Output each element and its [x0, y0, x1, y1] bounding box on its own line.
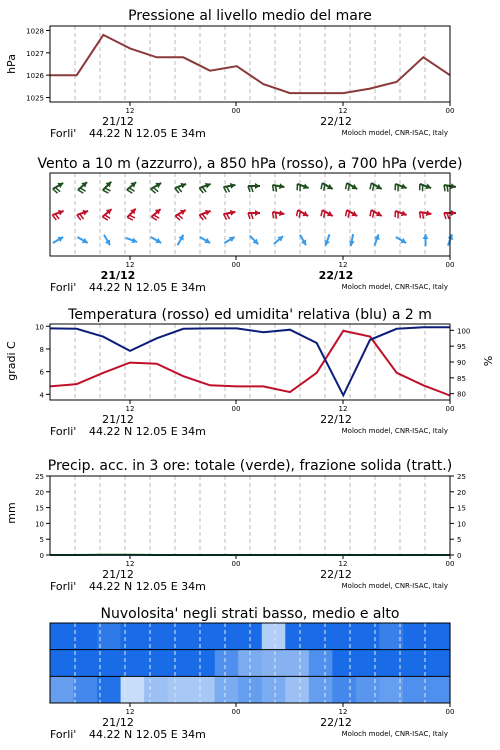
barb-feather: [276, 185, 277, 191]
barb-feather: [127, 217, 133, 220]
cloud-cell-alto: [74, 623, 98, 650]
wind-barb-700-hPa: [224, 183, 236, 193]
wind-barb-700-hPa: [53, 183, 63, 193]
barb-head: [255, 210, 260, 216]
time-tick-label: 00: [445, 107, 455, 115]
wind-barb-850-hPa: [151, 209, 160, 220]
cloud-cell-alto: [332, 623, 356, 650]
cloud-cell-basso: [426, 676, 450, 703]
barb-feather: [276, 212, 277, 218]
y-tick-label: 1027: [26, 49, 44, 58]
cloud-cell-alto: [356, 623, 380, 650]
wind-barb-850-hPa: [395, 211, 406, 219]
cloud-cell-basso: [262, 676, 286, 703]
model-credit: Moloch model, CNR-ISAC, Italy: [341, 129, 448, 137]
y-tick-label-right: 100: [457, 327, 471, 336]
date-label: 22/12: [318, 269, 354, 282]
cloud-cell-alto: [121, 623, 145, 650]
cloud-cell-medio: [50, 650, 74, 677]
barb-feather: [348, 185, 349, 191]
model-credit: Moloch model, CNR-ISAC, Italy: [341, 582, 448, 590]
cloud-cell-basso: [356, 676, 380, 703]
chart-marks: [26, 26, 470, 741]
location-name: Forli': [50, 425, 77, 438]
cloud-cell-medio: [332, 650, 356, 677]
pressure-title: Pressione al livello medio del mare: [128, 8, 372, 24]
wind-barb-10-m: [104, 235, 110, 245]
wind-barb-850-hPa: [346, 210, 358, 218]
cloud-cell-alto: [168, 623, 192, 650]
y-tick-label: 1028: [26, 27, 44, 36]
cloud-cell-alto: [97, 623, 121, 650]
wind-barb-850-hPa: [175, 210, 185, 220]
wind-barb-10-m: [77, 237, 87, 243]
wind-barb-700-hPa: [151, 183, 161, 193]
barb-feather: [420, 212, 421, 218]
model-credit: Moloch model, CNR-ISAC, Italy: [341, 730, 448, 738]
date-label: 21/12: [100, 269, 136, 282]
y-tick-label-right: 15: [457, 504, 466, 513]
time-tick-label: 12: [125, 405, 135, 413]
y-tick-label-left: 10: [35, 323, 44, 332]
wind-barb-850-hPa: [199, 210, 210, 220]
barb-feather: [127, 190, 132, 193]
time-tick-label: 12: [338, 107, 348, 115]
wind-barb-850-hPa: [321, 210, 333, 218]
barb-feather: [80, 188, 85, 191]
wind-barb-700-hPa: [395, 184, 406, 192]
barb-feather: [370, 210, 371, 216]
y-tick-label-left: 6: [39, 368, 44, 377]
wind-barb-700-hPa: [273, 183, 285, 192]
cloud-cell-medio: [74, 650, 98, 677]
pressure-ylabel: hPa: [5, 54, 18, 74]
wind-barb-700-hPa: [103, 182, 111, 193]
wind-barb-10-m: [224, 237, 234, 243]
cloud-cell-alto: [262, 623, 286, 650]
barb-feather: [227, 214, 230, 220]
cloud-cell-basso: [144, 676, 168, 703]
barb-feather: [373, 212, 374, 218]
cloud-cell-medio: [426, 650, 450, 677]
date-label: 22/12: [320, 413, 352, 426]
wind-barb-850-hPa: [297, 210, 309, 218]
wind-barb-700-hPa: [199, 183, 210, 193]
y-tick-label-left: 10: [35, 520, 44, 529]
time-tick-label: 00: [445, 405, 455, 413]
panel-frame: [50, 476, 450, 555]
barb-feather: [321, 183, 322, 189]
location-name: Forli': [50, 728, 77, 741]
barb-feather: [154, 215, 159, 218]
wind-title: Vento a 10 m (azzurro), a 850 hPa (rosso), a 700 hPa (verde): [37, 156, 463, 172]
barb-feather: [129, 215, 135, 218]
time-tick-label: 00: [231, 261, 241, 269]
cloud-cell-alto: [309, 623, 333, 650]
barb-feather: [129, 188, 134, 191]
y-tick-label-right: 80: [457, 390, 466, 399]
wind-barb-10-m: [178, 235, 184, 245]
wind-barb-850-hPa: [127, 209, 135, 220]
cloud-cell-medio: [144, 650, 168, 677]
model-credit: Moloch model, CNR-ISAC, Italy: [341, 427, 448, 435]
barb-feather: [273, 212, 274, 218]
wind-barb-700-hPa: [78, 182, 87, 193]
wind-barb-700-hPa: [127, 182, 136, 193]
time-tick-label: 00: [231, 405, 241, 413]
date-label: 21/12: [102, 568, 134, 581]
wind-barb-10-m: [250, 236, 258, 244]
time-tick-label: 00: [445, 708, 455, 716]
barb-feather: [444, 185, 445, 191]
wind-barb-10-m: [53, 237, 63, 243]
date-label: 21/12: [102, 115, 134, 128]
cloud-cell-alto: [50, 623, 74, 650]
time-tick-label: 00: [445, 560, 455, 568]
y-tick-label-right: 20: [457, 488, 466, 497]
cloud-cell-basso: [121, 676, 145, 703]
cloud-cell-medio: [285, 650, 309, 677]
cloud-cell-alto: [144, 623, 168, 650]
time-tick-label: 00: [231, 107, 241, 115]
cloud-cell-alto: [403, 623, 427, 650]
cloud-cell-alto: [191, 623, 215, 650]
location-coords: 44.22 N 12.05 E 34m: [89, 281, 206, 294]
barb-feather: [346, 210, 347, 216]
barb-feather: [297, 210, 298, 216]
time-tick-label: 12: [338, 405, 348, 413]
time-tick-label: 12: [338, 708, 348, 716]
cloud-cell-basso: [285, 676, 309, 703]
barb-feather: [373, 185, 374, 191]
y-tick-label-left: 0: [39, 552, 44, 560]
barb-feather: [321, 210, 322, 216]
wind-barb-700-hPa: [346, 183, 358, 191]
wind-barb-10-m: [300, 235, 306, 245]
barb-feather: [105, 188, 111, 191]
cloud-cell-medio: [356, 650, 380, 677]
wind-barb-700-hPa: [321, 183, 333, 191]
time-tick-label: 12: [338, 560, 348, 568]
location-coords: 44.22 N 12.05 E 34m: [89, 425, 206, 438]
cloud-cell-medio: [97, 650, 121, 677]
y-tick-label-right: 90: [457, 359, 466, 367]
time-tick-label: 12: [125, 261, 135, 269]
barb-feather: [348, 212, 349, 218]
barb-feather: [447, 185, 448, 191]
cloud-cell-basso: [332, 676, 356, 703]
cloud-cell-basso: [168, 676, 192, 703]
wind-barb-850-hPa: [273, 210, 285, 219]
time-tick-label: 00: [231, 708, 241, 716]
y-tick-label-left: 20: [35, 488, 44, 497]
location-coords: 44.22 N 12.05 E 34m: [89, 127, 206, 140]
cloud-cell-basso: [215, 676, 239, 703]
y-tick-label-right: 5: [457, 536, 462, 545]
y-tick-label-right: 10: [457, 520, 466, 529]
wind-barb-10-m: [151, 237, 161, 243]
barb-head: [451, 210, 456, 216]
barb-feather: [103, 190, 109, 193]
barb-feather: [346, 183, 347, 189]
cloud-cell-medio: [191, 650, 215, 677]
barb-feather: [102, 217, 107, 220]
location-coords: 44.22 N 12.05 E 34m: [89, 580, 206, 593]
cloud-cell-basso: [50, 676, 74, 703]
time-tick-label: 00: [231, 560, 241, 568]
wind-barb-850-hPa: [370, 210, 382, 218]
precip-ylabel: mm: [5, 502, 18, 524]
wind-barb-700-hPa: [370, 183, 382, 191]
y-tick-label-left: 25: [35, 473, 44, 481]
y-tick-label-right: 25: [457, 473, 466, 481]
date-label: 22/12: [320, 115, 352, 128]
model-credit: Moloch model, CNR-ISAC, Italy: [341, 283, 448, 291]
date-label: 21/12: [102, 413, 134, 426]
cloud-cell-alto: [426, 623, 450, 650]
rh-ylabel: %: [482, 355, 495, 367]
barb-feather: [78, 190, 83, 193]
cloud-cell-alto: [285, 623, 309, 650]
barb-feather: [423, 212, 424, 218]
y-tick-label: 1026: [26, 72, 44, 81]
cloud-cell-basso: [74, 676, 98, 703]
cloud-cell-medio: [262, 650, 286, 677]
barb-feather: [151, 217, 156, 220]
location-name: Forli': [50, 281, 77, 294]
clouds-title: Nuvolosita' negli strati basso, medio e alto: [100, 606, 400, 622]
location-coords: 44.22 N 12.05 E 34m: [89, 728, 206, 741]
wind-barb-850-hPa: [77, 210, 88, 220]
cloud-cell-medio: [309, 650, 333, 677]
y-tick-label-left: 8: [39, 345, 44, 354]
time-tick-label: 12: [125, 708, 135, 716]
barb-feather: [105, 215, 110, 218]
barb-feather: [273, 185, 274, 191]
wind-barb-700-hPa: [175, 183, 186, 193]
cloud-cell-basso: [403, 676, 427, 703]
cloud-cell-medio: [215, 650, 239, 677]
cloud-cell-medio: [168, 650, 192, 677]
barb-feather: [227, 187, 230, 193]
date-label: 22/12: [320, 568, 352, 581]
wind-barb-10-m: [200, 237, 210, 243]
y-tick-label-right: 85: [457, 374, 466, 383]
y-tick-label-left: 5: [39, 536, 44, 545]
cloud-cell-basso: [97, 676, 121, 703]
wind-barb-700-hPa: [297, 184, 308, 192]
cloud-cell-basso: [309, 676, 333, 703]
barb-feather: [370, 183, 371, 189]
y-tick-label-right: 0: [457, 552, 462, 560]
wind-barb-10-m: [396, 237, 406, 243]
y-tick-label-right: 95: [457, 343, 466, 352]
barb-head: [423, 234, 429, 239]
location-name: Forli': [50, 127, 77, 140]
cloud-cell-alto: [215, 623, 239, 650]
wind-barb-10-m: [423, 234, 429, 246]
date-label: 21/12: [102, 716, 134, 729]
y-tick-label: 1025: [26, 94, 44, 103]
time-tick-label: 12: [338, 261, 348, 269]
wind-barb-850-hPa: [102, 209, 111, 220]
location-name: Forli': [50, 580, 77, 593]
time-tick-label: 12: [125, 560, 135, 568]
temp-rh-title: Temperatura (rosso) ed umidita' relativa (blu) a 2 m: [68, 307, 432, 323]
time-tick-label: 12: [125, 107, 135, 115]
temp-ylabel: gradi C: [5, 341, 18, 381]
date-label: 22/12: [320, 716, 352, 729]
cloud-cell-medio: [121, 650, 145, 677]
y-tick-label-left: 15: [35, 504, 44, 513]
precip-title: Precip. acc. in 3 ore: totale (verde), frazione solida (tratt.): [47, 458, 453, 474]
time-tick-label: 00: [445, 261, 455, 269]
barb-head: [255, 183, 260, 189]
y-tick-label-left: 4: [39, 391, 44, 400]
wind-barb-850-hPa: [52, 210, 63, 220]
wind-barb-10-m: [126, 238, 137, 244]
cloud-cell-basso: [191, 676, 215, 703]
cloud-cell-medio: [403, 650, 427, 677]
